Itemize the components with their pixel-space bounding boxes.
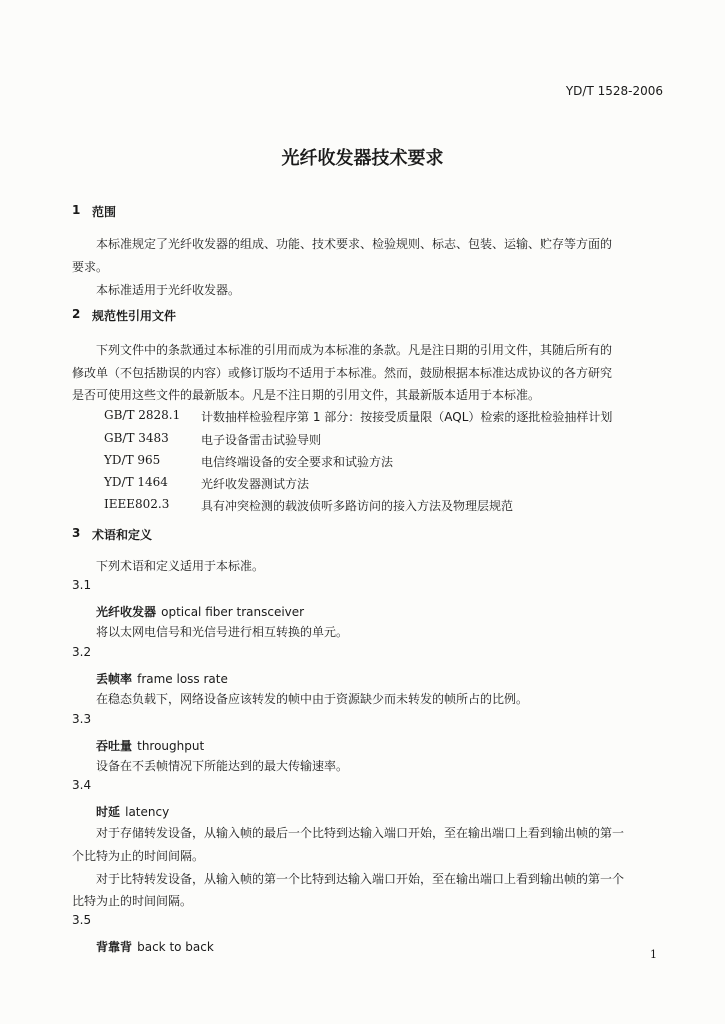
term-heading [96,936,214,955]
section-2-number: 2 [72,307,81,321]
term-number: 3.3 [72,712,92,726]
term-definition: 将以太网电信号和光信号进行相互转换的单元。 [96,625,349,639]
scope-para-2: 本标准适用于光纤收发器。 [96,283,241,297]
term-english: latency [125,805,170,819]
normative-line-3: 是否可使用这些文件的最新版本。凡是不注日期的引用文件，其最新版本适用于本标准。 [72,388,541,402]
term-definition: 比特为止的时间间隔。 [72,894,193,908]
ref-code: YD/T 1464 [104,475,168,489]
ref-code: IEEE802.3 [104,497,170,511]
term-chinese: 吞吐量 [96,739,133,753]
term-english: frame loss rate [137,672,228,686]
section-3-number: 3 [72,526,81,540]
ref-title: 电信终端设备的安全要求和试验方法 [201,455,394,469]
term-number: 3.5 [72,913,92,927]
section-1-number: 1 [72,203,81,217]
ref-title: 电子设备雷击试验导则 [201,433,322,447]
term-heading [96,601,304,620]
term-number: 3.2 [72,645,92,659]
ref-code: GB/T 2828.1 [104,408,181,422]
term-english: back to back [137,940,214,954]
standard-number: YD/T 1528-2006 [565,84,663,98]
ref-code: YD/T 965 [104,453,161,467]
term-chinese: 光纤收发器 [96,605,157,619]
term-heading [96,801,169,820]
term-definition: 个比特为止的时间间隔。 [72,849,205,863]
terms-intro: 下列术语和定义适用于本标准。 [96,559,265,573]
ref-title: 计数抽样检验程序第 1 部分：按接受质量限（AQL）检索的逐批检验抽样计划 [201,410,613,424]
term-english: throughput [137,739,205,753]
section-2-title: 规范性引用文件 [92,309,177,323]
term-definition: 对于存储转发设备，从输入帧的最后一个比特到达输入端口开始，至在输出端口上看到输出帧的第一 [96,826,625,840]
term-definition: 在稳态负载下，网络设备应该转发的帧中由于资源缺少而未转发的帧所占的比例。 [96,692,529,706]
term-chinese: 背靠背 [96,940,133,954]
ref-title: 具有冲突检测的载波侦听多路访问的接入方法及物理层规范 [201,499,514,513]
term-number: 3.1 [72,578,92,592]
scope-para-1-line-2: 要求。 [72,260,109,274]
term-heading [96,735,204,754]
scope-para-1-line-1: 本标准规定了光纤收发器的组成、功能、技术要求、检验规则、标志、包装、运输、贮存等方面的 [96,237,613,251]
term-heading [96,668,228,687]
page-number: 1 [650,948,657,961]
term-english: optical fiber transceiver [161,605,305,619]
normative-line-2: 修改单（不包括勘误的内容）或修订版均不适用于本标准。然而，鼓励根据本标准达成协议的各方研究 [72,366,613,380]
section-1-title: 范围 [92,205,117,219]
ref-title: 光纤收发器测试方法 [201,477,310,491]
term-number: 3.4 [72,778,92,792]
normative-line-1: 下列文件中的条款通过本标准的引用而成为本标准的条款。凡是注日期的引用文件，其随后所有的 [96,343,613,357]
term-definition: 设备在不丢帧情况下所能达到的最大传输速率。 [96,759,349,773]
term-chinese: 丢帧率 [96,672,133,686]
term-definition: 对于比特转发设备，从输入帧的第一个比特到达输入端口开始，至在输出端口上看到输出帧的第一个 [96,872,625,886]
section-3-title: 术语和定义 [92,528,153,542]
document-title: 光纤收发器技术要求 [281,148,444,169]
term-chinese: 时延 [96,805,121,819]
ref-code: GB/T 3483 [104,431,169,445]
